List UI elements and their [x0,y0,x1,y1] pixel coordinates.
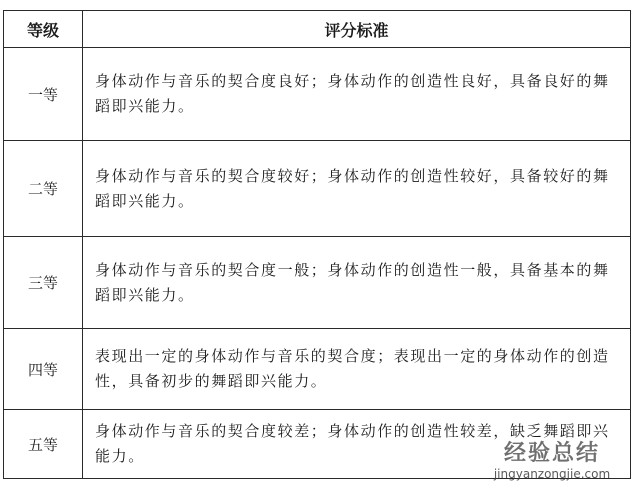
watermark-url: jingyanzongjie.com [493,467,611,481]
level-cell: 五等 [4,410,83,479]
header-level: 等级 [4,11,83,48]
criteria-cell: 身体动作与音乐的契合度较差；身体动作的创造性较差，缺乏舞蹈即兴能力。 [83,410,631,479]
criteria-cell: 表现出一定的身体动作与音乐的契合度；表现出一定的身体动作的创造性，具备初步的舞蹈即兴能力。 [83,329,631,410]
table-row [4,237,631,329]
level-cell: 四等 [4,329,83,410]
table-row [4,141,631,237]
level-cell: 二等 [4,141,83,237]
header-criteria: 评分标准 [83,11,631,48]
table-row [4,48,631,141]
header-row [4,11,631,48]
level-cell: 一等 [4,48,83,141]
level-cell: 三等 [4,237,83,329]
grading-table [3,10,631,479]
table-row [4,329,631,410]
criteria-cell: 身体动作与音乐的契合度较好；身体动作的创造性较好，具备较好的舞蹈即兴能力。 [83,141,631,237]
criteria-cell: 身体动作与音乐的契合度良好；身体动作的创造性良好，具备良好的舞蹈即兴能力。 [83,48,631,141]
criteria-cell: 身体动作与音乐的契合度一般；身体动作的创造性一般，具备基本的舞蹈即兴能力。 [83,237,631,329]
watermark-chinese: 经验总结 [503,441,600,466]
table-row [4,410,631,479]
